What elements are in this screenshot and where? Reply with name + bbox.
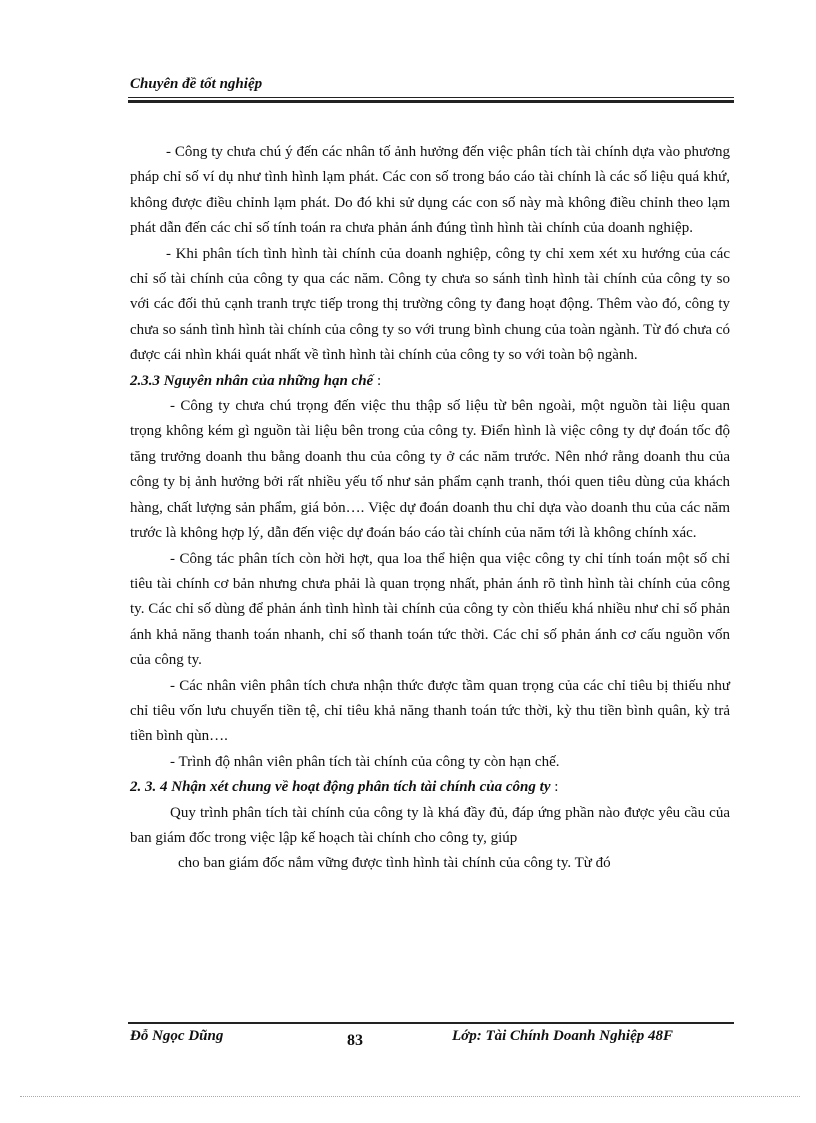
section-heading-2-3-3 [130,369,730,394]
page-header-title: Chuyên đề tốt nghiệp [130,76,263,92]
paragraph: - Công ty chưa chú trọng đến việc thu thập số liệu từ bên ngoài, một nguồn tài liệu quan trọng không kém gì nguồn tài liệu bên trong của công ty. Điển hình là việc công ty dự đoán tốc độ tăng trưởng doanh thu bằng doanh thu của công ty ở các năm trước. Nên nhớ rằng doanh thu của công ty bị ảnh hưởng bởi rất nhiều yếu tố như sản phẩm cạnh tranh, thói quen tiêu dùng của khách hàng, chất lượng sản phẩm, giá bỏn…. Việc dự đoán doanh thu chỉ dựa vào doanh thu của các năm trước là không hợp lý, dẫn đến việc dự đoán báo cáo tài chính của năm tới là không chính xác. [130,398,730,542]
section-heading-suffix: : [373,372,382,389]
footer-class-label: Lớp: Tài Chính Doanh Nghiệp 48F [452,1028,674,1044]
paragraph: Quy trình phân tích tài chính của công ty là khá đầy đủ, đáp ứng phần nào được yêu cầu của ban giám đốc trong việc lập kế hoạch tài chính cho công ty, giúp [130,804,730,846]
page-number: 83 [347,1032,363,1049]
header-rule-thin [128,97,734,98]
header-rule-thick [128,100,734,103]
section-heading-text: 2.3.3 Nguyên nhân của những hạn chế [130,372,374,389]
paragraph: - Khi phân tích tình hình tài chính của doanh nghiệp, công ty chỉ xem xét xu hướng của các chỉ số tài chính của công ty qua các năm. Công ty chưa so sánh tình hình tài chính của công ty so với các đối thủ cạnh tranh trực tiếp trong thị trường công ty đang hoạt động. Thêm vào đó, công ty chưa so sánh tình hình tài chính của công ty so với trung bình chung của toàn ngành. Từ đó chưa có được cái nhìn khái quát nhất về tình hình tài chính của công ty so với toàn bộ ngành. [130,245,730,364]
section-heading-suffix: : [550,779,559,796]
paragraph: - Công ty chưa chú ý đến các nhân tố ảnh hưởng đến việc phân tích tài chính dựa vào phương pháp chỉ số ví dụ như tình hình lạm phát. Các con số trong báo cáo tài chính là các số liệu quá khứ, không được điều chỉnh lạm phát. Do đó khi sử dụng các con số này mà không điều chỉnh theo lạm phát dẫn đến các chỉ số tính toán ra chưa phản ánh đúng tình hình tài chính của doanh nghiệp. [130,144,730,237]
paragraph: - Các nhân viên phân tích chưa nhận thức được tầm quan trọng của các chỉ tiêu bị thiếu như chỉ tiêu vốn lưu chuyển tiền tệ, chỉ tiêu khả năng thanh toán tức thời, kỳ thu tiền bình quân, kỳ trả tiền bình qùn…. [130,677,730,745]
body-text [130,140,730,877]
footer-author: Đỗ Ngọc Dũng [130,1028,224,1044]
page-bottom-dotted-line [20,1096,800,1097]
footer-rule [128,1022,734,1024]
paragraph: - Trình độ nhân viên phân tích tài chính của công ty còn hạn chế. [170,753,560,770]
section-heading-text: 2. 3. 4 Nhận xét chung về hoạt động phân tích tài chính của công ty [130,779,551,796]
section-heading-2-3-4 [130,775,730,800]
paragraph: cho ban giám đốc nắm vững được tình hình tài chính của công ty. Từ đó [178,855,611,872]
paragraph: - Công tác phân tích còn hời hợt, qua loa thể hiện qua việc công ty chỉ tính toán một số chỉ tiêu tài chính cơ bản nhưng chưa phải là quan trọng nhất, phản ánh rõ tình hình tài chính của công ty. Các chỉ số dùng để phản ánh tình hình tài chính của công ty còn thiếu khá nhiều như chỉ số phản ánh khả năng thanh toán nhanh, chỉ số thanh toán tức thời. Các chỉ số phản ánh cơ cấu nguồn vốn của công ty. [130,550,730,669]
